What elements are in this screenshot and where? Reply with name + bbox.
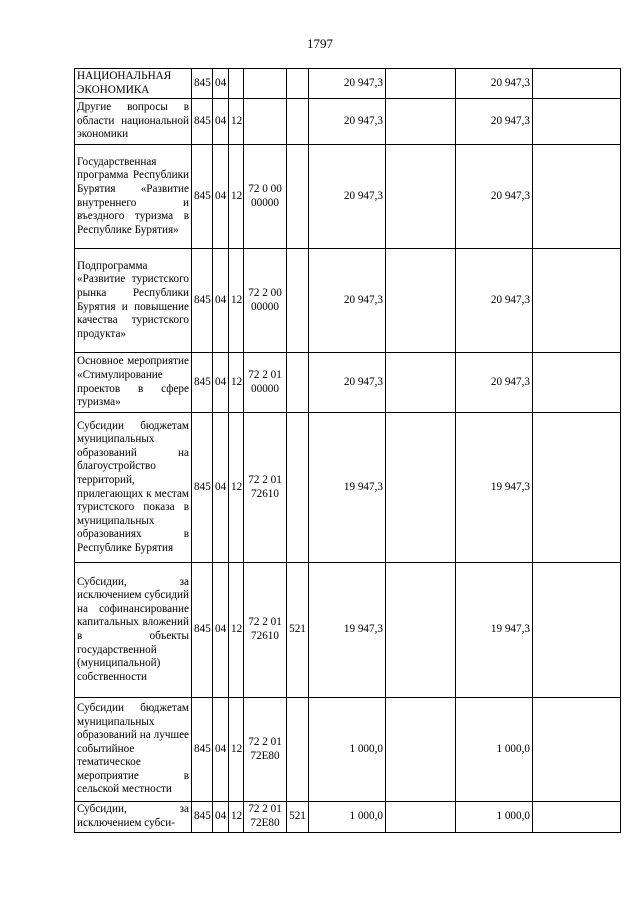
- table-row: [75, 69, 621, 99]
- sum-4: [533, 802, 621, 833]
- pr-code: 12: [229, 698, 244, 802]
- sum-1: 20 947,3: [309, 145, 386, 249]
- row-name: Субсидии бюджетам муниципальных образований на благоустройство территорий, прилегающих к местам туристского показа в муниципальных образованиях в Республике Бурятия: [75, 413, 192, 563]
- sum-3: 19 947,3: [456, 413, 533, 563]
- sum-3: 20 947,3: [456, 69, 533, 99]
- table-row: [75, 563, 621, 698]
- row-name: Субсидии, за исключением субсидий на софинансирование капитальных вложений в объекты государственной (муниципальной) собственности: [75, 563, 192, 698]
- sum-1: 20 947,3: [309, 99, 386, 145]
- sum-4: [533, 563, 621, 698]
- rz-code: 04: [213, 698, 229, 802]
- sum-4: [533, 99, 621, 145]
- table-row: [75, 802, 621, 833]
- gr-code: 845: [192, 99, 213, 145]
- csr-code: 72 2 00 00000: [244, 249, 287, 353]
- sum-2: [386, 353, 456, 413]
- sum-4: [533, 145, 621, 249]
- pr-code: 12: [229, 99, 244, 145]
- gr-code: 845: [192, 802, 213, 833]
- sum-3: 20 947,3: [456, 249, 533, 353]
- rz-code: 04: [213, 413, 229, 563]
- rz-code: 04: [213, 802, 229, 833]
- vr-code: [287, 353, 309, 413]
- pr-code: [229, 69, 244, 99]
- pr-code: 12: [229, 249, 244, 353]
- sum-1: 20 947,3: [309, 249, 386, 353]
- sum-4: [533, 698, 621, 802]
- csr-code: [244, 69, 287, 99]
- table-row: [75, 413, 621, 563]
- table-row: [75, 698, 621, 802]
- vr-code: [287, 69, 309, 99]
- vr-code: [287, 99, 309, 145]
- rz-code: 04: [213, 563, 229, 698]
- sum-1: 1 000,0: [309, 698, 386, 802]
- pr-code: 12: [229, 353, 244, 413]
- csr-code: 72 2 01 72Е80: [244, 698, 287, 802]
- sum-2: [386, 563, 456, 698]
- budget-table: [74, 68, 621, 833]
- pr-code: 12: [229, 413, 244, 563]
- vr-code: 521: [287, 802, 309, 833]
- vr-code: [287, 145, 309, 249]
- gr-code: 845: [192, 413, 213, 563]
- table-row: [75, 145, 621, 249]
- gr-code: 845: [192, 698, 213, 802]
- sum-3: 1 000,0: [456, 802, 533, 833]
- table-row: [75, 249, 621, 353]
- vr-code: [287, 413, 309, 563]
- pr-code: 12: [229, 563, 244, 698]
- csr-code: 72 2 01 00000: [244, 353, 287, 413]
- pr-code: 12: [229, 802, 244, 833]
- vr-code: 521: [287, 563, 309, 698]
- sum-1: 19 947,3: [309, 563, 386, 698]
- row-name: Субсидии, за исключением субси-: [75, 802, 192, 833]
- pr-code: 12: [229, 145, 244, 249]
- sum-2: [386, 99, 456, 145]
- sum-2: [386, 249, 456, 353]
- row-name: Государственная программа Республики Бурятия «Развитие внутреннего и въездного туризма в Республике Бурятия»: [75, 145, 192, 249]
- vr-code: [287, 698, 309, 802]
- sum-2: [386, 145, 456, 249]
- sum-2: [386, 69, 456, 99]
- sum-1: 19 947,3: [309, 413, 386, 563]
- sum-4: [533, 353, 621, 413]
- row-name: НАЦИОНАЛЬНАЯ ЭКОНОМИКА: [75, 69, 192, 99]
- gr-code: 845: [192, 353, 213, 413]
- rz-code: 04: [213, 69, 229, 99]
- vr-code: [287, 249, 309, 353]
- csr-code: [244, 99, 287, 145]
- gr-code: 845: [192, 249, 213, 353]
- sum-4: [533, 413, 621, 563]
- table-row: [75, 353, 621, 413]
- csr-code: 72 2 01 72610: [244, 413, 287, 563]
- sum-3: 20 947,3: [456, 145, 533, 249]
- rz-code: 04: [213, 353, 229, 413]
- sum-3: 19 947,3: [456, 563, 533, 698]
- gr-code: 845: [192, 69, 213, 99]
- sum-2: [386, 413, 456, 563]
- rz-code: 04: [213, 99, 229, 145]
- sum-1: 1 000,0: [309, 802, 386, 833]
- row-name: Другие вопросы в области национальной экономики: [75, 99, 192, 145]
- sum-3: 20 947,3: [456, 99, 533, 145]
- gr-code: 845: [192, 145, 213, 249]
- csr-code: 72 2 01 72Е80: [244, 802, 287, 833]
- sum-4: [533, 249, 621, 353]
- row-name: Подпрограмма «Развитие туристского рынка Республики Бурятия и повышение качества туристского продукта»: [75, 249, 192, 353]
- sum-2: [386, 698, 456, 802]
- csr-code: 72 2 01 72610: [244, 563, 287, 698]
- csr-code: 72 0 00 00000: [244, 145, 287, 249]
- sum-1: 20 947,3: [309, 69, 386, 99]
- rz-code: 04: [213, 249, 229, 353]
- row-name: Субсидии бюджетам муниципальных образований на лучшее событийное тематическое мероприятие в сельской местности: [75, 698, 192, 802]
- sum-3: 1 000,0: [456, 698, 533, 802]
- table-row: [75, 99, 621, 145]
- row-name: Основное мероприятие «Стимулирование проектов в сфере туризма»: [75, 353, 192, 413]
- sum-4: [533, 69, 621, 99]
- rz-code: 04: [213, 145, 229, 249]
- sum-2: [386, 802, 456, 833]
- sum-1: 20 947,3: [309, 353, 386, 413]
- gr-code: 845: [192, 563, 213, 698]
- page-number: 1797: [307, 36, 333, 51]
- sum-3: 20 947,3: [456, 353, 533, 413]
